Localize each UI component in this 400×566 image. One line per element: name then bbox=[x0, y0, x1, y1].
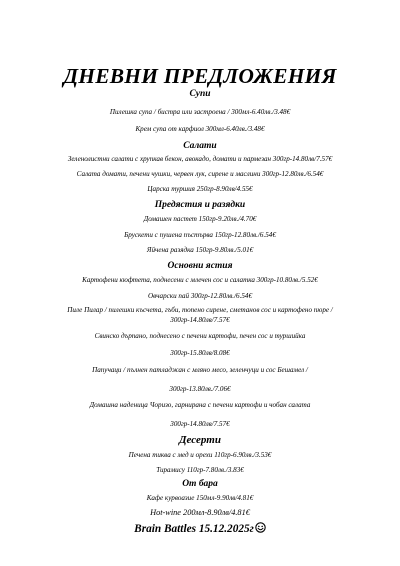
menu-item: Царска туршия 250гр-8.90лв/4.55€ bbox=[147, 185, 253, 193]
menu-item: Яйчена разядка 150гр-9.80лв./5.01€ bbox=[146, 246, 254, 254]
menu-item: Hot-wine 200мл-8.90лв/4.81€ bbox=[150, 508, 250, 517]
section-heading-bar: От бара bbox=[182, 479, 218, 489]
menu-item: Печена тиква с мед и орехи 110гр-6.90лв./3.53€ bbox=[128, 451, 272, 459]
section-heading-starters: Предястия и разядки bbox=[154, 200, 246, 210]
menu-item-price: 300гр-15.80лв/8.08€ bbox=[170, 349, 230, 357]
section-heading-soups: Супи bbox=[189, 89, 211, 99]
menu-item: Свинско дърпано, поднесено с печени картофи, печен сос и туршийка bbox=[94, 332, 306, 340]
section-heading-salads: Салати bbox=[183, 141, 217, 151]
menu-item: Салата домати, печени чушки, червен лук, сирене и маслини 300гр-12.80лв./6.54€ bbox=[76, 170, 324, 178]
menu-item: Домашна наденица Чоризо, гарнирана с печени картофи и чобан салата bbox=[89, 401, 311, 409]
menu-item: Брускети с пушена пъстърва 150гр-12.80лв./6.54€ bbox=[124, 231, 276, 239]
section-heading-main-courses: Основни ястия bbox=[167, 261, 233, 271]
page-title: ДНЕВНИ ПРЕДЛОЖЕНИЯ bbox=[63, 64, 337, 88]
menu-item: Тирамису 110гр-7.80лв./3.83€ bbox=[156, 466, 244, 474]
menu-item: Зеленолистни салати с хрупкав бекон, авокадо, домати и пармезан 300гр-14.80лв/7.57€ bbox=[67, 155, 333, 163]
menu-item: Овчарски пай 300гр-12.80лв./6.54€ bbox=[147, 292, 253, 300]
footer-text: Brain Battles 15.12.2025г bbox=[134, 523, 254, 535]
menu-item: Кафе курвоазие 150мл-9.90лв/4.81€ bbox=[146, 494, 254, 502]
menu-item: Домашен пастет 150гр-9.20лв./4.70€ bbox=[143, 215, 257, 223]
menu-item: Пилешка супа / бистра или застроена / 300мл-6.40лв./3.48€ bbox=[109, 108, 291, 116]
menu-item: Пиле Пилар / пилешки късчета, гъби, топено сирене, сметанов сос и картофено пюре / 300гр-14.80лв/7.57€ bbox=[67, 306, 333, 324]
menu-item: Картофени кюфтета, поднесени с млечен сос и салатка 300гр-10.80лв./5.52€ bbox=[82, 276, 318, 284]
section-heading-desserts: Десерти bbox=[179, 434, 221, 446]
menu-item-price: 300гр-13.80лв./7.06€ bbox=[169, 385, 231, 393]
footer-line bbox=[0, 522, 400, 536]
smiley-face-icon bbox=[255, 522, 266, 533]
menu-item: Папучаци / пълнен патладжан с мляно месо, зеленчуци и сос Бешамел / bbox=[92, 366, 308, 374]
menu-item-price: 300гр-14.80лв/7.57€ bbox=[170, 420, 230, 428]
menu-item: Крем супа от карфиол 300мл-6.40лв./3.48€ bbox=[135, 125, 265, 133]
